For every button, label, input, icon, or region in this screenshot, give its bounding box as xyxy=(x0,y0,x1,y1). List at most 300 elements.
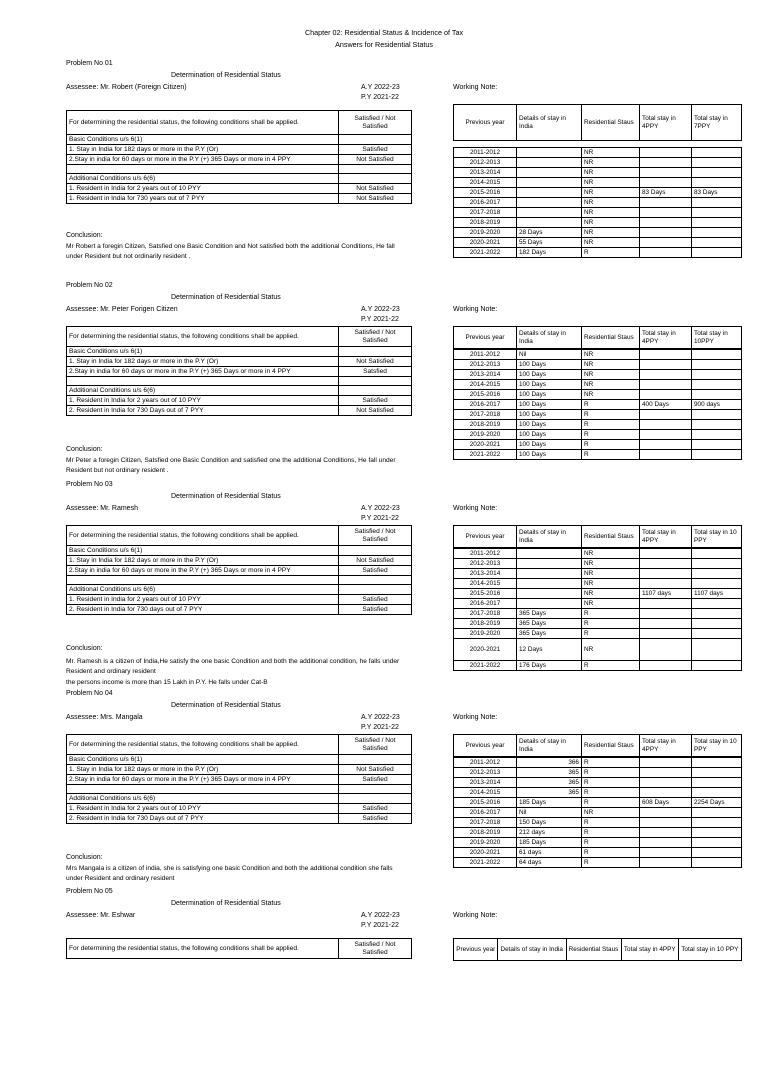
total-7ppy-cell xyxy=(692,639,742,661)
total-4ppy-cell xyxy=(640,609,692,619)
additional-condition-2: 2. Resident in India for 730 days out of 7 PYY xyxy=(67,605,339,615)
total-7ppy-cell xyxy=(692,569,742,579)
year-cell: 2016-2017 xyxy=(454,808,517,818)
status-cell: NR xyxy=(582,178,640,188)
year-cell: 2015-2016 xyxy=(454,390,517,400)
status-cell: R xyxy=(582,758,640,768)
working-note-row xyxy=(454,599,742,609)
year-cell: 2020-2021 xyxy=(454,238,517,248)
status-cell: NR xyxy=(582,639,640,661)
working-note-row xyxy=(454,629,742,639)
status-cell: NR xyxy=(582,380,640,390)
total-4ppy-cell xyxy=(640,370,692,380)
year-cell: 2020-2021 xyxy=(454,848,517,858)
working-note-row xyxy=(454,158,742,168)
basic-condition-1: 1. Stay in India for 182 days or more in the P.Y (Or) xyxy=(67,765,339,775)
total-7ppy-cell: 2254 Days xyxy=(692,798,742,808)
stay-details-cell: 55 Days xyxy=(517,238,582,248)
status-cell: NR xyxy=(582,238,640,248)
working-note-row xyxy=(454,218,742,228)
total-4ppy-cell xyxy=(640,350,692,360)
working-note-row xyxy=(454,370,742,380)
total-7ppy-cell xyxy=(692,858,742,868)
year-cell: 2019-2020 xyxy=(454,430,517,440)
working-note-label: Working Note: xyxy=(453,714,498,721)
status-cell: NR xyxy=(582,228,640,238)
stay-details-cell xyxy=(517,198,582,208)
working-note-row xyxy=(454,589,742,599)
stay-details-cell: 365 xyxy=(517,778,582,788)
year-cell: 2017-2018 xyxy=(454,609,517,619)
subtitle: Answers for Residential Status xyxy=(335,40,433,49)
stay-details-cell xyxy=(517,148,582,158)
year-cell: 2014-2015 xyxy=(454,788,517,798)
total-4ppy-cell xyxy=(640,380,692,390)
stay-details-cell: 185 Days xyxy=(517,798,582,808)
basic-2-result: Satsfied xyxy=(339,367,412,377)
total-7ppy-cell xyxy=(692,208,742,218)
problem-title: Problem No 02 xyxy=(66,282,113,289)
working-note-row xyxy=(454,808,742,818)
assessee-name: Assessee: Mrs. Mangala xyxy=(66,714,143,721)
problem-title: Problem No 04 xyxy=(66,690,113,697)
total-7ppy-cell xyxy=(692,808,742,818)
status-cell: NR xyxy=(582,390,640,400)
status-cell: R xyxy=(582,410,640,420)
total-4ppy-cell xyxy=(640,599,692,609)
conclusion-label: Conclusion: xyxy=(66,446,103,453)
working-note-row xyxy=(454,788,742,798)
col-total-7ppy: Total stay in 10 PPY xyxy=(692,526,742,548)
year-cell: 2020-2021 xyxy=(454,440,517,450)
total-4ppy-cell xyxy=(640,440,692,450)
total-4ppy-cell xyxy=(640,410,692,420)
working-note-row xyxy=(454,619,742,629)
basic-1-result: Not Satisfied xyxy=(339,765,412,775)
working-note-row xyxy=(454,168,742,178)
total-4ppy-cell xyxy=(640,629,692,639)
additional-2-result: Not Satisfied xyxy=(339,194,412,204)
total-4ppy-cell xyxy=(640,450,692,460)
stay-details-cell: 100 Days xyxy=(517,420,582,430)
stay-details-cell xyxy=(517,178,582,188)
status-cell: NR xyxy=(582,188,640,198)
stay-details-cell xyxy=(517,218,582,228)
conclusion-label: Conclusion: xyxy=(66,854,103,861)
additional-condition-1: 1. Resident in India for 2 years out of 10 PYY xyxy=(67,804,339,814)
total-4ppy-cell xyxy=(640,158,692,168)
working-note-row xyxy=(454,178,742,188)
conclusion-text: Mr Peter a foregin Citizen, Satsfied one Basic Condition and satisfied one the additional Conditions, He fall under Resident but not ordinary resident . xyxy=(66,457,396,475)
total-7ppy-cell xyxy=(692,758,742,768)
conclusion-label: Conclusion: xyxy=(66,645,103,652)
working-note-row xyxy=(454,208,742,218)
stay-details-cell xyxy=(517,599,582,609)
col-previous-year: Previous year xyxy=(454,526,517,548)
status-cell: R xyxy=(582,420,640,430)
working-note-row xyxy=(454,450,742,460)
basic-2-result: Not Satisfied xyxy=(339,155,412,165)
stay-details-cell xyxy=(517,569,582,579)
working-note-row xyxy=(454,148,742,158)
working-note-row xyxy=(454,858,742,868)
year-cell: 2018-2019 xyxy=(454,619,517,629)
year-cell: 2012-2013 xyxy=(454,559,517,569)
total-7ppy-cell xyxy=(692,838,742,848)
previous-year: P.Y 2021-22 xyxy=(361,922,399,929)
total-4ppy-cell xyxy=(640,639,692,661)
status-cell: R xyxy=(582,661,640,671)
stay-details-cell: 365 xyxy=(517,768,582,778)
total-7ppy-cell xyxy=(692,619,742,629)
previous-year: P.Y 2021-22 xyxy=(361,316,399,323)
col-total-4ppy: Total stay in 4PPY xyxy=(621,939,678,961)
total-7ppy-cell xyxy=(692,168,742,178)
total-7ppy-cell xyxy=(692,599,742,609)
col-details-stay: Details of stay in India xyxy=(517,105,582,141)
status-cell: R xyxy=(582,619,640,629)
total-7ppy-cell xyxy=(692,148,742,158)
assessment-year: A.Y 2022-23 xyxy=(361,505,400,512)
working-note-row xyxy=(454,828,742,838)
assessment-year: A.Y 2022-23 xyxy=(361,306,400,313)
conclusion-income-note: the persons income is more than 15 Lakh in P.Y. He falls under Cat-B xyxy=(66,679,268,686)
total-7ppy-cell xyxy=(692,579,742,589)
total-4ppy-cell: 400 Days xyxy=(640,400,692,410)
stay-details-cell: 365 Days xyxy=(517,629,582,639)
col-total-4ppy: Total stay in 4PPY xyxy=(640,735,692,757)
total-7ppy-cell: 900 days xyxy=(692,400,742,410)
total-7ppy-cell xyxy=(692,158,742,168)
total-7ppy-cell xyxy=(692,788,742,798)
total-7ppy-cell xyxy=(692,778,742,788)
stay-details-cell: 100 Days xyxy=(517,370,582,380)
total-4ppy-cell: 1107 days xyxy=(640,589,692,599)
working-note-row xyxy=(454,768,742,778)
working-note-row xyxy=(454,410,742,420)
total-4ppy-cell xyxy=(640,148,692,158)
conditions-table xyxy=(66,326,412,416)
total-4ppy-cell xyxy=(640,228,692,238)
working-note-row xyxy=(454,420,742,430)
working-note-row xyxy=(454,818,742,828)
year-cell: 2014-2015 xyxy=(454,579,517,589)
basic-2-result: Satisfied xyxy=(339,566,412,576)
additional-condition-2: 1. Resident in India for 730 years out of 7 PYY xyxy=(67,194,339,204)
basic-condition-2: 2.Stay in india for 60 days or more in the P.Y (+) 365 Days or more in 4 PPY xyxy=(67,775,339,785)
status-cell: NR xyxy=(582,549,640,559)
total-4ppy-cell xyxy=(640,569,692,579)
year-cell: 2018-2019 xyxy=(454,218,517,228)
status-cell: R xyxy=(582,798,640,808)
status-cell: NR xyxy=(582,148,640,158)
total-4ppy-cell xyxy=(640,848,692,858)
problem-title: Problem No 03 xyxy=(66,481,113,488)
col-total-7ppy: Total stay in 10PPY xyxy=(692,327,742,349)
working-note-row xyxy=(454,238,742,248)
working-note-label: Working Note: xyxy=(453,912,498,919)
total-7ppy-cell xyxy=(692,549,742,559)
working-note-row xyxy=(454,661,742,671)
intro-text: For determining the residential status, the following conditions shall be applied. xyxy=(67,327,339,347)
stay-details-cell xyxy=(517,208,582,218)
status-cell: R xyxy=(582,838,640,848)
total-7ppy-cell xyxy=(692,818,742,828)
total-4ppy-cell xyxy=(640,420,692,430)
total-4ppy-cell xyxy=(640,838,692,848)
total-4ppy-cell xyxy=(640,778,692,788)
problem-title: Problem No 05 xyxy=(66,888,113,895)
stay-details-cell xyxy=(517,188,582,198)
basic-condition-1: 1. Stay in India for 182 days or more in the P.Y (Or) xyxy=(67,357,339,367)
total-4ppy-cell xyxy=(640,758,692,768)
stay-details-cell: 150 Days xyxy=(517,818,582,828)
total-4ppy-cell xyxy=(640,218,692,228)
satisfied-header: Satisfied / Not Satisfied xyxy=(339,939,412,959)
basic-1-result: Not Satisfied xyxy=(339,556,412,566)
total-4ppy-cell: 608 Days xyxy=(640,798,692,808)
total-4ppy-cell: 83 Days xyxy=(640,188,692,198)
year-cell: 2014-2015 xyxy=(454,178,517,188)
year-cell: 2016-2017 xyxy=(454,198,517,208)
working-note-row xyxy=(454,430,742,440)
problem-title: Problem No 01 xyxy=(66,60,113,67)
status-cell: NR xyxy=(582,589,640,599)
year-cell: 2017-2018 xyxy=(454,818,517,828)
total-4ppy-cell xyxy=(640,178,692,188)
total-7ppy-cell xyxy=(692,629,742,639)
working-note-row xyxy=(454,579,742,589)
year-cell: 2020-2021 xyxy=(454,639,517,661)
additional-condition-2: 2. Resident in India for 730 Days out of 7 PYY xyxy=(67,406,339,416)
total-4ppy-cell xyxy=(640,248,692,258)
additional-1-result: Satisfied xyxy=(339,595,412,605)
conclusion-text: Mr. Ramesh is a citizen of India,He satisfy the one basic Condition and both the additional condition, he falls under Resident and ordinary resident xyxy=(66,658,400,675)
status-cell: NR xyxy=(582,360,640,370)
working-note-row xyxy=(454,778,742,788)
year-cell: 2013-2014 xyxy=(454,370,517,380)
stay-details-cell xyxy=(517,579,582,589)
status-cell: R xyxy=(582,848,640,858)
stay-details-cell: 212 days xyxy=(517,828,582,838)
conditions-table xyxy=(66,525,412,615)
stay-details-cell: 182 Days xyxy=(517,248,582,258)
total-7ppy-cell: 83 Days xyxy=(692,188,742,198)
total-7ppy-cell xyxy=(692,360,742,370)
year-cell: 2019-2020 xyxy=(454,838,517,848)
intro-text: For determining the residential status, the following conditions shall be applied. xyxy=(67,735,339,755)
year-cell: 2015-2016 xyxy=(454,798,517,808)
stay-details-cell xyxy=(517,589,582,599)
year-cell: 2012-2013 xyxy=(454,360,517,370)
intro-text: For determining the residential status, the following conditions shall be applied. xyxy=(67,111,339,135)
status-cell: R xyxy=(582,768,640,778)
working-note-table xyxy=(453,326,742,460)
conclusion-text: Mrs Mangala is a citizen of india, she is satisfying one basic Condition and both the additional condition she falls under Resident and ordinary resident xyxy=(66,865,393,883)
total-4ppy-cell xyxy=(640,559,692,569)
working-note-row xyxy=(454,248,742,258)
working-note-row xyxy=(454,569,742,579)
previous-year: P.Y 2021-22 xyxy=(361,724,399,731)
previous-year: P.Y 2021-22 xyxy=(361,515,399,522)
basic-2-result: Satisfied xyxy=(339,775,412,785)
year-cell: 2011-2012 xyxy=(454,549,517,559)
year-cell: 2012-2013 xyxy=(454,768,517,778)
conditions-table xyxy=(66,734,412,824)
year-cell: 2014-2015 xyxy=(454,380,517,390)
basic-conditions-heading: Basic Conditions u/s 6(1) xyxy=(67,347,339,357)
working-note-row xyxy=(454,639,742,661)
total-4ppy-cell xyxy=(640,828,692,838)
stay-details-cell: 100 Days xyxy=(517,390,582,400)
working-note-row xyxy=(454,350,742,360)
basic-conditions-heading: Basic Conditions u/s 6(1) xyxy=(67,755,339,765)
working-note-row xyxy=(454,549,742,559)
status-cell: NR xyxy=(582,559,640,569)
status-cell: R xyxy=(582,858,640,868)
total-7ppy-cell xyxy=(692,178,742,188)
status-cell: NR xyxy=(582,808,640,818)
col-previous-year: Previous year xyxy=(454,105,517,141)
total-4ppy-cell xyxy=(640,768,692,778)
status-cell: R xyxy=(582,828,640,838)
status-cell: R xyxy=(582,778,640,788)
basic-conditions-heading: Basic Conditions u/s 6(1) xyxy=(67,546,339,556)
basic-condition-1: 1. Stay in India for 182 days or more in the P.Y (Or) xyxy=(67,145,339,155)
stay-details-cell xyxy=(517,559,582,569)
total-7ppy-cell: 1107 days xyxy=(692,589,742,599)
working-note-row xyxy=(454,798,742,808)
stay-details-cell: 100 Days xyxy=(517,430,582,440)
stay-details-cell: 185 Days xyxy=(517,838,582,848)
determination-heading: Determination of Residential Status xyxy=(171,294,281,301)
stay-details-cell: 365 Days xyxy=(517,609,582,619)
col-total-4ppy: Total stay in 4PPY xyxy=(640,526,692,548)
working-note-label: Working Note: xyxy=(453,505,498,512)
status-cell: NR xyxy=(582,218,640,228)
total-7ppy-cell xyxy=(692,370,742,380)
status-cell: NR xyxy=(582,198,640,208)
total-4ppy-cell xyxy=(640,579,692,589)
stay-details-cell: 366 xyxy=(517,758,582,768)
status-cell: NR xyxy=(582,370,640,380)
additional-1-result: Satisfied xyxy=(339,804,412,814)
total-7ppy-cell xyxy=(692,380,742,390)
basic-1-result: Not Satisfied xyxy=(339,357,412,367)
additional-2-result: Satisfied xyxy=(339,814,412,824)
additional-2-result: Not Satisfied xyxy=(339,406,412,416)
intro-text: For determining the residential status, the following conditions shall be applied. xyxy=(67,939,339,959)
working-note-row xyxy=(454,390,742,400)
working-note-row xyxy=(454,559,742,569)
total-7ppy-cell xyxy=(692,430,742,440)
year-cell: 2018-2019 xyxy=(454,828,517,838)
total-7ppy-cell xyxy=(692,350,742,360)
status-cell: NR xyxy=(582,158,640,168)
col-details-stay: Details of stay in India xyxy=(517,735,582,757)
total-7ppy-cell xyxy=(692,218,742,228)
satisfied-header: Satisfied / Not Satisfied xyxy=(339,526,412,546)
col-details-stay: Details of stay in India xyxy=(517,526,582,548)
status-cell: R xyxy=(582,400,640,410)
additional-1-result: Not Satisfied xyxy=(339,184,412,194)
total-7ppy-cell xyxy=(692,609,742,619)
stay-details-cell: 28 Days xyxy=(517,228,582,238)
conclusion-text: Mr Robert a foregin Citizen, Satsfied one Basic Condition and Not satisfied both the additional Conditions, He fall under Resident but not ordinarily resident . xyxy=(66,243,395,261)
total-4ppy-cell xyxy=(640,360,692,370)
stay-details-cell: 100 Days xyxy=(517,360,582,370)
working-note-row xyxy=(454,188,742,198)
total-7ppy-cell xyxy=(692,661,742,671)
determination-heading: Determination of Residential Status xyxy=(171,72,281,79)
stay-details-cell: 64 days xyxy=(517,858,582,868)
col-details-stay: Details of stay in India xyxy=(517,327,582,349)
working-note-row xyxy=(454,400,742,410)
assessment-year: A.Y 2022-23 xyxy=(361,84,400,91)
total-7ppy-cell xyxy=(692,420,742,430)
status-cell: R xyxy=(582,248,640,258)
col-details-stay: Details of stay in India xyxy=(498,939,566,961)
stay-details-cell: Nil xyxy=(517,350,582,360)
working-note-row xyxy=(454,758,742,768)
stay-details-cell: 61 days xyxy=(517,848,582,858)
total-4ppy-cell xyxy=(640,430,692,440)
stay-details-cell: 100 Days xyxy=(517,380,582,390)
status-cell: NR xyxy=(582,208,640,218)
stay-details-cell: 100 Days xyxy=(517,440,582,450)
total-7ppy-cell xyxy=(692,440,742,450)
status-cell: R xyxy=(582,450,640,460)
problem-block-1 xyxy=(66,60,766,260)
assessment-year: A.Y 2022-23 xyxy=(361,714,400,721)
assessee-name: Assessee: Mr. Peter Forigen Citizen xyxy=(66,306,178,313)
total-7ppy-cell xyxy=(692,450,742,460)
col-residential-status: Residential Staus xyxy=(582,735,640,757)
year-cell: 2021-2022 xyxy=(454,450,517,460)
determination-heading: Determination of Residential Status xyxy=(171,493,281,500)
total-7ppy-cell xyxy=(692,828,742,838)
additional-conditions-heading: Additional Conditions u/s 6(6) xyxy=(67,585,339,595)
year-cell: 2018-2019 xyxy=(454,420,517,430)
conditions-table xyxy=(66,110,412,204)
total-4ppy-cell xyxy=(640,808,692,818)
total-7ppy-cell xyxy=(692,410,742,420)
status-cell: NR xyxy=(582,569,640,579)
additional-conditions-heading: Additional Conditions u/s 6(6) xyxy=(67,794,339,804)
basic-1-result: Satisfied xyxy=(339,145,412,155)
problem-block-3 xyxy=(66,481,766,686)
total-7ppy-cell xyxy=(692,228,742,238)
additional-conditions-heading: Additional Conditions u/s 6(6) xyxy=(67,174,339,184)
problem-block-5 xyxy=(66,888,766,1088)
additional-condition-1: 1. Resident in India for 2 years out of 10 PYY xyxy=(67,184,339,194)
total-7ppy-cell xyxy=(692,768,742,778)
year-cell: 2013-2014 xyxy=(454,778,517,788)
total-4ppy-cell xyxy=(640,619,692,629)
year-cell: 2017-2018 xyxy=(454,410,517,420)
total-4ppy-cell xyxy=(640,818,692,828)
stay-details-cell: Nil xyxy=(517,808,582,818)
status-cell: R xyxy=(582,629,640,639)
year-cell: 2011-2012 xyxy=(454,148,517,158)
total-4ppy-cell xyxy=(640,788,692,798)
total-7ppy-cell xyxy=(692,390,742,400)
additional-conditions-heading: Additional Conditions u/s 6(6) xyxy=(67,386,339,396)
conditions-table xyxy=(66,938,412,959)
basic-conditions-heading: Basic Conditions u/s 6(1) xyxy=(67,135,339,145)
col-previous-year: Previous year xyxy=(454,327,517,349)
problem-block-2 xyxy=(66,282,766,482)
